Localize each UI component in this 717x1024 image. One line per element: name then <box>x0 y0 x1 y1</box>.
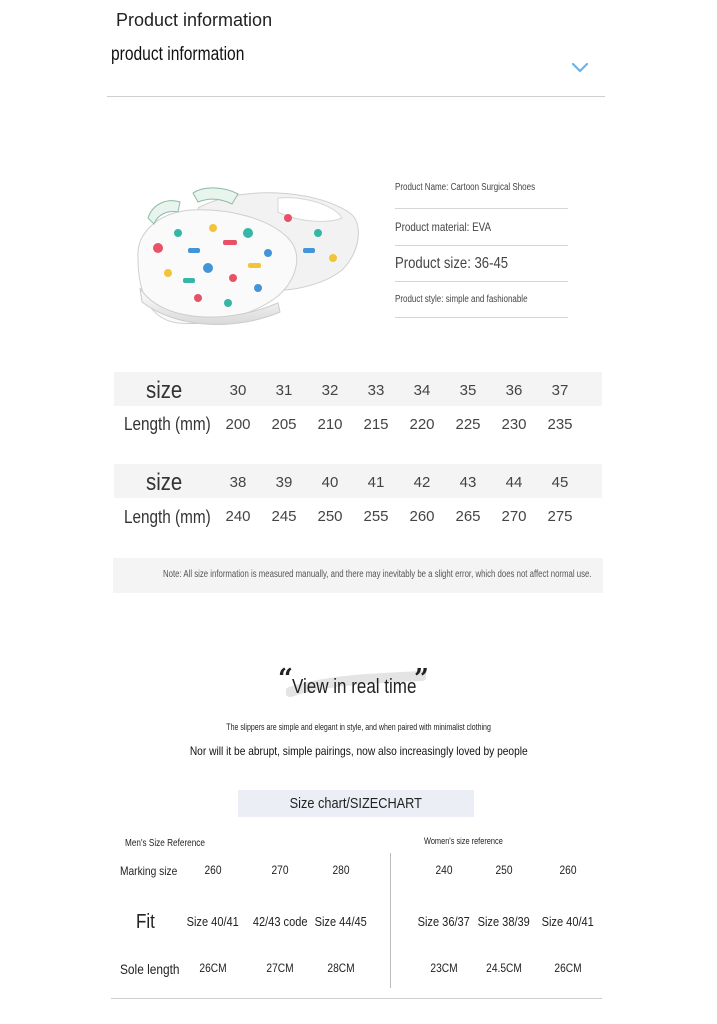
size-chart-fit-cell <box>306 914 376 929</box>
size-chart-value: 42/43 code <box>252 914 308 929</box>
length-cell: 220 <box>409 416 435 433</box>
size-chart-marking-cell <box>178 863 248 877</box>
length-cell: 230 <box>501 416 527 433</box>
size-cell: 38 <box>229 474 247 491</box>
length-cell: 215 <box>363 416 389 433</box>
size-chart-value: Size 38/39 <box>477 914 531 929</box>
tagline-primary: The slippers are simple and elegant in style, and when paired with minimalist clothing <box>226 722 491 732</box>
product-info-heading: product information <box>111 44 245 65</box>
size-cell: 42 <box>413 474 431 491</box>
size-chart-title: Size chart/SIZECHART <box>289 795 423 812</box>
size-chart-value: Size 36/37 <box>417 914 471 929</box>
tagline-secondary: Nor will it be abrupt, simple pairings, now also increasingly loved by people <box>189 744 528 758</box>
size-chart-value: Size 40/41 <box>186 914 240 929</box>
length-cell: 225 <box>455 416 481 433</box>
row-label-fit: Fit <box>136 911 155 933</box>
size-chart-sole-cell <box>469 961 539 975</box>
info-product-size: Product size: 36-45 <box>395 255 568 282</box>
womens-heading: Women's size reference <box>424 836 503 846</box>
product-image <box>128 178 368 333</box>
length-cell: 210 <box>317 416 343 433</box>
size-chart-sole-cell <box>306 961 376 975</box>
length-cell: 205 <box>271 416 297 433</box>
length-cell: 240 <box>225 508 251 525</box>
size-chart-value: Size 40/41 <box>541 914 595 929</box>
length-cell: 255 <box>363 508 389 525</box>
length-cell: 235 <box>547 416 573 433</box>
size-cell: 31 <box>275 382 293 399</box>
length-cell: 245 <box>271 508 297 525</box>
quote-open-icon: “ <box>278 664 293 694</box>
length-label: Length (mm) <box>124 507 211 527</box>
size-cell: 37 <box>551 382 569 399</box>
size-cell: 34 <box>413 382 431 399</box>
size-chart-value: 28CM <box>327 961 355 975</box>
divider <box>111 998 602 999</box>
size-chart-fit-cell <box>178 914 248 929</box>
view-title: View in real time <box>292 676 417 698</box>
size-chart-sole-cell <box>178 961 248 975</box>
size-chart-marking-cell <box>533 863 603 877</box>
size-chart-fit-cell <box>469 914 539 929</box>
size-chart-value: 260 <box>559 863 577 877</box>
size-chart-value: 240 <box>435 863 453 877</box>
row-label-sole: Sole length <box>120 961 180 977</box>
size-cell: 33 <box>367 382 385 399</box>
size-cell: 41 <box>367 474 385 491</box>
size-cell: 45 <box>551 474 569 491</box>
size-chart-sole-cell <box>245 961 315 975</box>
size-chart-value: 26CM <box>554 961 582 975</box>
length-cell: 260 <box>409 508 435 525</box>
size-chart-sole-cell <box>533 961 603 975</box>
mens-heading: Men's Size Reference <box>125 838 205 849</box>
length-cell: 265 <box>455 508 481 525</box>
info-product-material: Product material: EVA <box>395 220 568 246</box>
length-label: Length (mm) <box>124 414 211 434</box>
size-cell: 36 <box>505 382 523 399</box>
length-cell: 250 <box>317 508 343 525</box>
size-chart-fit-cell <box>245 914 315 929</box>
size-chart-fit-cell <box>533 914 603 929</box>
size-cell: 44 <box>505 474 523 491</box>
chevron-down-icon[interactable] <box>571 62 589 74</box>
size-cell: 32 <box>321 382 339 399</box>
size-chart-value: 23CM <box>430 961 458 975</box>
size-cell: 35 <box>459 382 477 399</box>
size-chart-value: 26CM <box>199 961 227 975</box>
info-product-name: Product Name: Cartoon Surgical Shoes <box>395 182 568 209</box>
size-chart-marking-cell <box>306 863 376 877</box>
size-note: Note: All size information is measured manually, and there may inevitably be a slight error, which does not affect normal use. <box>163 569 592 580</box>
chart-divider <box>390 853 391 988</box>
row-label-marking: Marking size <box>120 864 178 878</box>
size-cell: 40 <box>321 474 339 491</box>
divider <box>107 96 605 97</box>
size-chart-marking-cell <box>245 863 315 877</box>
section-title: Product information <box>116 10 273 30</box>
size-chart-marking-cell <box>469 863 539 877</box>
size-chart-value: 250 <box>495 863 513 877</box>
size-chart-value: 24.5CM <box>486 961 522 975</box>
size-label: size <box>146 377 183 404</box>
length-cell: 275 <box>547 508 573 525</box>
length-cell: 200 <box>225 416 251 433</box>
size-cell: 39 <box>275 474 293 491</box>
size-chart-value: 27CM <box>266 961 294 975</box>
size-cell: 43 <box>459 474 477 491</box>
size-chart-value: Size 44/45 <box>314 914 368 929</box>
quote-close-icon: ” <box>414 664 429 694</box>
size-label: size <box>146 469 183 496</box>
info-product-style: Product style: simple and fashionable <box>395 294 568 318</box>
size-chart-value: 280 <box>332 863 350 877</box>
size-chart-value: 260 <box>204 863 222 877</box>
length-cell: 270 <box>501 508 527 525</box>
size-cell: 30 <box>229 382 247 399</box>
size-chart-value: 270 <box>271 863 289 877</box>
